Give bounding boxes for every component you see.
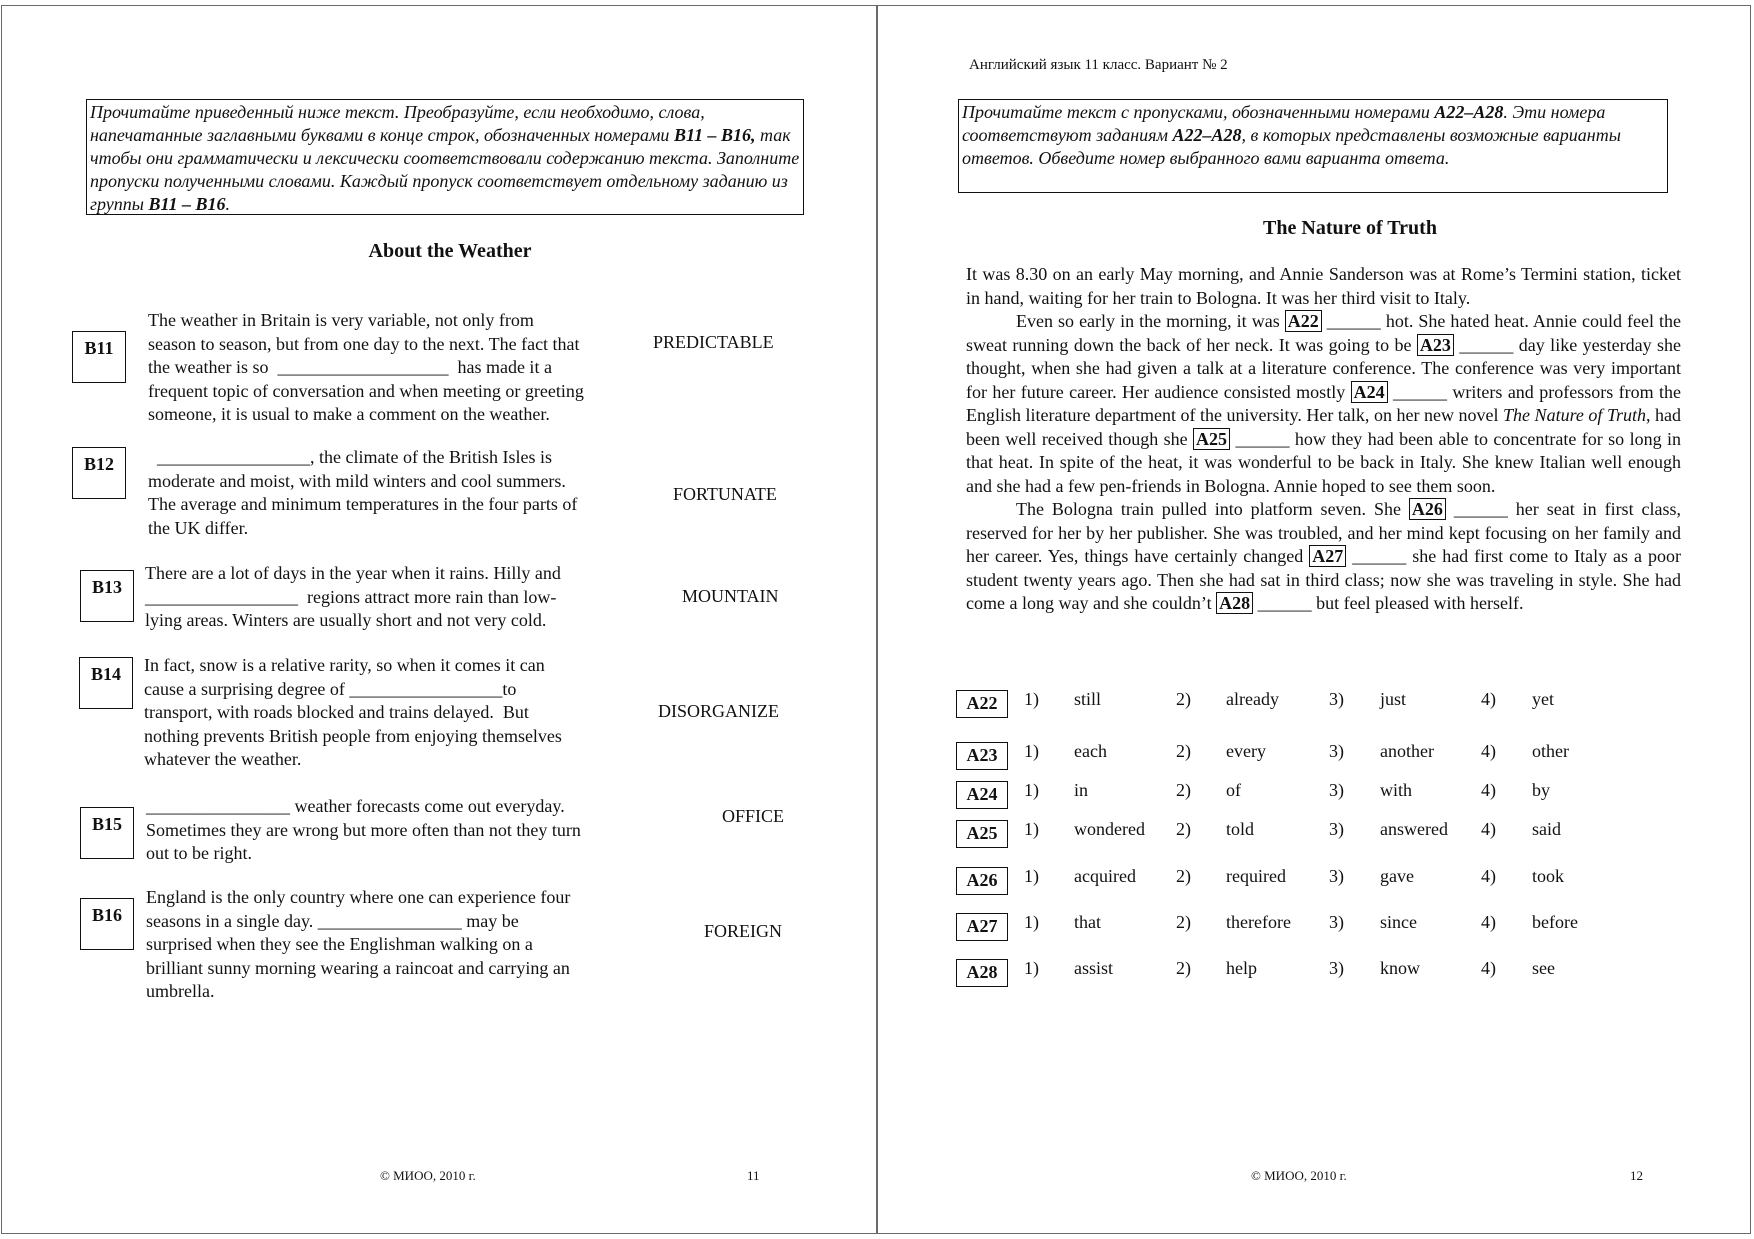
keyword-b14: DISORGANIZE [658,701,779,721]
option-number[interactable]: 3) [1329,819,1344,839]
right-copyright: © МИОО, 2010 г. [1251,1168,1347,1183]
left-title: About the Weather [368,240,532,262]
left-copyright: © МИОО, 2010 г. [380,1168,476,1183]
left-page-number: 11 [747,1168,760,1183]
option-word[interactable]: told [1226,819,1255,839]
text-line: _________________ regions attract more rain than low- [145,586,557,607]
gap-tag-a25: A25 [1193,428,1230,450]
option-word[interactable]: that [1074,912,1101,932]
task-label-b13: B13 [80,570,134,622]
gap-tag-a28: A28 [1216,592,1253,614]
text-line: In fact, snow is a relative rarity, so when it comes it can [144,655,545,675]
option-word[interactable]: gave [1380,866,1414,886]
option-word[interactable]: know [1380,958,1420,978]
option-number[interactable]: 1) [1024,912,1039,932]
option-word[interactable]: by [1532,780,1550,800]
question-label-a22: A22 [956,690,1008,718]
option-number[interactable]: 1) [1024,819,1039,839]
text-line: season to season, but from one day to the next. The fact that [148,333,580,354]
option-number[interactable]: 1) [1024,689,1039,709]
option-word[interactable]: assist [1074,958,1114,978]
gap-tag-a24: A24 [1351,381,1388,403]
option-number[interactable]: 2) [1176,741,1191,761]
text-line: the UK differ. [148,517,249,538]
text-line: cause a surprising degree of _________________to [144,678,517,699]
option-number[interactable]: 4) [1481,741,1496,761]
text-line: whatever the weather. [144,749,302,769]
story-text [966,263,1681,616]
text-line: surprised when they see the Englishman walking on a [146,934,533,954]
text-line: ________________ weather forecasts come out everyday. [146,796,565,816]
question-label-a23: A23 [956,742,1008,770]
option-number[interactable]: 4) [1481,819,1496,839]
option-number[interactable]: 4) [1481,958,1496,978]
gap-tag-a23: A23 [1417,334,1454,356]
task-text-b12 [148,446,577,540]
story-paragraph-1: It was 8.30 on an early May morning, and Annie Sanderson was at Rome’s Termini station, ticket in hand, waiting for her train to Bologna. It was her third visit to Italy. [966,264,1681,308]
question-label-a28: A28 [956,959,1008,987]
keyword-b11: PREDICTABLE [653,332,774,352]
text-line: frequent topic of conversation and when meeting or greeting [148,380,584,401]
option-word[interactable]: before [1532,912,1578,932]
right-header: Английский язык 11 класс. Вариант № 2 [969,57,1228,73]
task-label-b16: B16 [80,898,134,950]
option-number[interactable]: 2) [1176,780,1191,800]
option-word[interactable]: still [1074,689,1102,709]
text-line: England is the only country where one can experience four [146,887,571,907]
text-line: There are a lot of days in the year when it rains. Hilly and [145,563,561,583]
option-word[interactable]: took [1532,866,1565,886]
task-label-b15: B15 [80,807,134,859]
option-number[interactable]: 4) [1481,780,1496,800]
option-number[interactable]: 4) [1481,912,1496,932]
task-text-b14 [144,654,562,772]
option-word[interactable]: since [1380,912,1417,932]
option-number[interactable]: 3) [1329,958,1344,978]
keyword-b13: MOUNTAIN [682,586,779,606]
text-line: _________________, the climate of the British Isles is [148,447,552,467]
option-word[interactable]: help [1226,958,1257,978]
text-line: The average and minimum temperatures in the four parts of [148,494,578,514]
keyword-b12: FORTUNATE [673,484,777,504]
option-number[interactable]: 1) [1024,780,1039,800]
text-line: lying areas. Winters are usually short and not very cold. [145,610,547,630]
right-instruction-box: Прочитайте текст с пропусками, обозначенными номерами A22–A28. Эти номера соответствуют заданиям A22–A28, в которых представлены возможные варианты ответов. Обведите номер выбранного вами варианта ответа. [958,99,1668,193]
question-label-a27: A27 [956,913,1008,941]
question-label-a25: A25 [956,820,1008,848]
task-text-b13 [145,562,561,633]
text-line: The weather in Britain is very variable, not only from [148,310,534,330]
text-line: umbrella. [146,981,215,1001]
gap-tag-a27: A27 [1309,545,1346,567]
task-label-b12: B12 [72,447,126,499]
option-number[interactable]: 1) [1024,866,1039,886]
option-word[interactable]: each [1074,741,1107,761]
option-word[interactable]: said [1532,819,1561,839]
keyword-b16: FOREIGN [704,921,783,941]
question-label-a26: A26 [956,867,1008,895]
text-line: someone, it is usual to make a comment on the weather. [148,404,550,424]
keyword-b15: OFFICE [722,806,785,826]
option-word[interactable]: every [1226,741,1266,761]
option-number[interactable]: 3) [1329,689,1344,709]
task-label-b14: B14 [79,657,133,709]
option-word[interactable]: acquired [1074,866,1136,886]
question-label-a24: A24 [956,781,1008,809]
task-text-b11 [148,309,584,427]
page-spine [876,5,878,1234]
gap-tag-a22: A22 [1285,310,1322,332]
right-title: The Nature of Truth [1263,217,1437,239]
text-line: Sometimes they are wrong but more often than not they turn [146,819,581,840]
option-number[interactable]: 2) [1176,958,1191,978]
option-word[interactable]: in [1074,780,1089,800]
text-line: the weather is so ___________________ has made it a [148,357,552,377]
option-number[interactable]: 1) [1024,741,1039,761]
option-word[interactable]: other [1532,741,1569,761]
text-line: out to be right. [146,843,252,863]
option-word[interactable]: with [1380,780,1413,800]
option-number[interactable]: 2) [1176,819,1191,839]
task-text-b15 [146,795,581,866]
text-line: brilliant sunny morning wearing a raincoat and carrying an [146,957,570,978]
option-word[interactable]: another [1380,741,1434,761]
text-line: moderate and moist, with mild winters and cool summers. [148,470,566,491]
story-paragraph-2: Even so early in the morning, it was A22 ______ hot. She hated heat. Annie could feel the sweat running down the back of her neck. It was going to be A23 ______ day like yesterday she thought, when she had given a talk at a literature conference. The conference was very important for her future career. Her audience consisted mostly A24 ______ writers and professors from the English literature department of the university. Her talk, on her new novel The Nature of Truth, had been well received though she A25 ______ how they had been able to concentrate for so long in that heat. In spite of the heat, it was wonderful to be back in Italy. She knew Italian well enough and she had a few pen-friends in Bologna. Annie hoped to see them soon. [966,311,1682,496]
option-word[interactable]: yet [1532,689,1554,709]
option-word[interactable]: of [1226,780,1241,800]
option-word[interactable]: therefore [1226,912,1291,932]
option-number[interactable]: 1) [1024,958,1039,978]
task-text-b16 [146,886,570,1004]
option-number[interactable]: 3) [1329,912,1344,932]
option-number[interactable]: 3) [1329,780,1344,800]
option-number[interactable]: 2) [1176,866,1191,886]
option-number[interactable]: 4) [1481,866,1496,886]
option-word[interactable]: answered [1380,819,1448,839]
text-line: seasons in a single day. ________________ may be [146,910,519,931]
option-word[interactable]: see [1532,958,1555,978]
right-page-number: 12 [1630,1168,1643,1183]
option-number[interactable]: 2) [1176,912,1191,932]
option-word[interactable]: required [1226,866,1286,886]
task-label-b11: B11 [72,331,126,383]
option-word[interactable]: already [1226,689,1279,709]
option-word[interactable]: wondered [1074,819,1145,839]
text-line: transport, with roads blocked and trains delayed. But [144,702,529,722]
text-line: nothing prevents British people from enjoying themselves [144,725,562,746]
story-paragraph-3: The Bologna train pulled into platform seven. She A26 ______ her seat in first class, reserved for her by her publisher. She was troubled, and her mind kept focusing on her family and her career. Yes, things have certainly changed A27 ______ she had first come to Italy as a poor student twenty years ago. Then she had sat in third class; now she was traveling in style. She had come a long way and she couldn’t A28 ______ but feel pleased with herself. [966,499,1681,613]
option-number[interactable]: 2) [1176,689,1191,709]
option-word[interactable]: just [1380,689,1407,709]
option-number[interactable]: 3) [1329,866,1344,886]
gap-tag-a26: A26 [1409,498,1446,520]
option-number[interactable]: 4) [1481,689,1496,709]
left-instruction-box: Прочитайте приведенный ниже текст. Преобразуйте, если необходимо, слова, напечатанные заглавными буквами в конце строк, обозначенных номерами B11 – B16, так чтобы они грамматически и лексически соответствовали содержанию текста. Заполните пропуски полученными словами. Каждый пропуск соответствует отдельному заданию из группы B11 – B16. [86,99,804,215]
option-number[interactable]: 3) [1329,741,1344,761]
